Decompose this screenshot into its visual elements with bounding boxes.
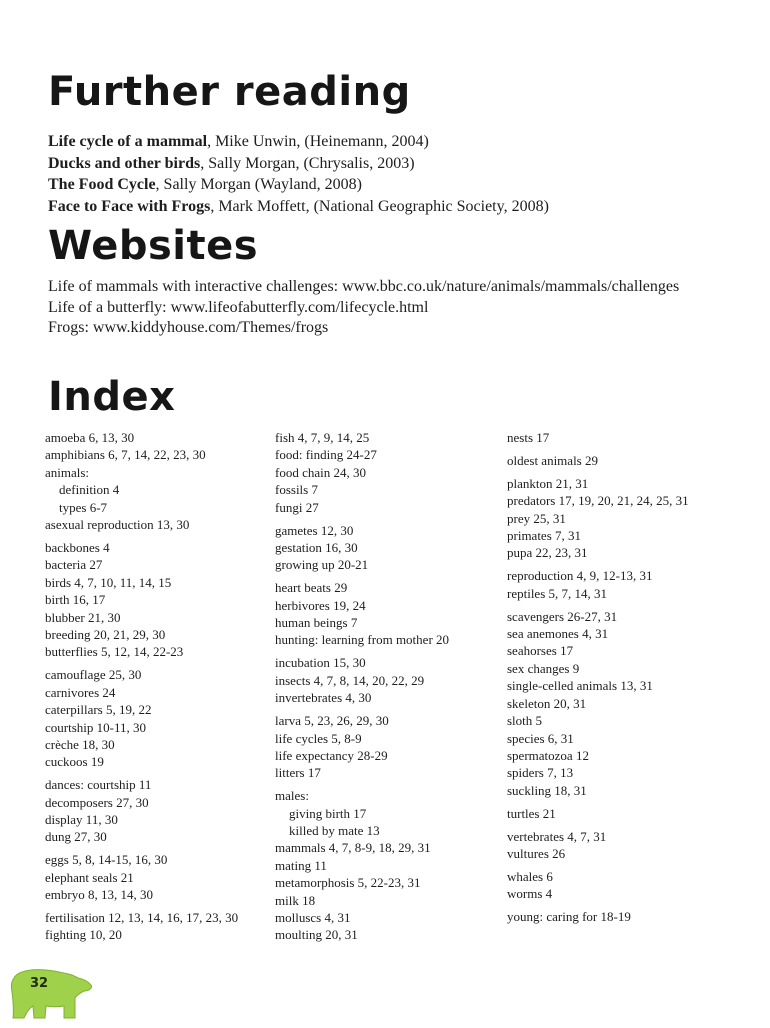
index-entry: amphibians 6, 7, 14, 22, 23, 30 [45, 447, 206, 463]
index-entry: life cycles 5, 8-9 [275, 730, 362, 746]
website-item: Frogs: www.kiddyhouse.com/Themes/frogs [48, 319, 329, 336]
index-entry: pupa 22, 23, 31 [507, 545, 588, 561]
index-entry: display 11, 30 [45, 812, 118, 828]
index-entry: single-celled animals 13, 31 [507, 678, 653, 694]
index-entry: turtles 21 [507, 805, 556, 821]
index-entry: human beings 7 [275, 615, 358, 631]
index-entry: food: finding 24-27 [275, 447, 377, 463]
index-entry: larva 5, 23, 26, 29, 30 [275, 713, 389, 729]
index-letter-group [507, 475, 737, 562]
index-entry: vultures 26 [507, 845, 566, 861]
index-entry: elephant seals 21 [45, 869, 134, 885]
index-entry: decomposers 27, 30 [45, 794, 149, 810]
index-entry: worms 4 [507, 886, 553, 902]
index-entry: fungi 27 [275, 499, 319, 515]
index-entry: blubber 21, 30 [45, 609, 121, 625]
index-entry: males: [275, 788, 309, 804]
index-entry: young: caring for 18-19 [507, 909, 631, 925]
index-entry: fossils 7 [275, 482, 318, 498]
index-entry: butterflies 5, 12, 14, 22-23 [45, 644, 184, 660]
website-item: Life of mammals with interactive challenges: www.bbc.co.uk/nature/animals/mammals/challenges [48, 278, 680, 295]
reading-details: , Mike Unwin, (Heinemann, 2004) [207, 133, 429, 150]
index-entry: bacteria 27 [45, 557, 103, 573]
index-entry: dances: courtship 11 [45, 777, 152, 793]
reading-details: , Sally Morgan (Wayland, 2008) [155, 176, 362, 193]
index-entry: embryo 8, 13, 14, 30 [45, 887, 153, 903]
index-subentry: killed by mate 13 [289, 823, 380, 839]
index-letter-group [45, 539, 260, 661]
index-entry: courtship 10-11, 30 [45, 719, 146, 735]
index-column-3 [507, 429, 737, 931]
reading-title: Face to Face with Frogs [48, 197, 211, 215]
index-entry: crèche 18, 30 [45, 736, 115, 752]
index-letter-group [275, 429, 490, 516]
reading-details: , Sally Morgan, (Chrysalis, 2003) [200, 154, 415, 172]
reading-details: , Mark Moffett, (National Geographic Society, 2008) [210, 197, 549, 215]
index-entry: species 6, 31 [507, 730, 574, 746]
index-entry: birds 4, 7, 10, 11, 14, 15 [45, 574, 172, 590]
index-entry: sloth 5 [507, 713, 543, 729]
reading-item [48, 131, 549, 153]
index-entry: gametes 12, 30 [275, 522, 354, 538]
index-entry: whales 6 [507, 868, 553, 884]
index-entry: reptiles 5, 7, 14, 31 [507, 585, 608, 601]
websites-list [48, 277, 679, 339]
index-entry: metamorphosis 5, 22-23, 31 [275, 875, 421, 891]
index-entry: growing up 20-21 [275, 557, 369, 573]
index-letter-group [507, 452, 737, 469]
index-entry: mammals 4, 7, 8-9, 18, 29, 31 [275, 840, 431, 856]
index-entry: oldest animals 29 [507, 452, 598, 468]
index-entry: animals: [45, 464, 90, 480]
index-entry: insects 4, 7, 8, 14, 20, 22, 29 [275, 672, 425, 688]
index-entry: skeleton 20, 31 [507, 695, 587, 711]
index-entry: plankton 21, 31 [507, 475, 589, 491]
index-letter-group [507, 608, 737, 799]
index-entry: caterpillars 5, 19, 22 [45, 702, 152, 718]
index-letter-group [507, 429, 737, 446]
index-column-2 [275, 429, 490, 949]
index-letter-group [275, 712, 490, 782]
reading-item [48, 196, 549, 218]
index-entry: hunting: learning from mother 20 [275, 632, 450, 648]
index-letter-group [45, 909, 260, 944]
index-letter-group [507, 868, 737, 903]
index-entry: vertebrates 4, 7, 31 [507, 828, 607, 844]
index-entry: primates 7, 31 [507, 528, 582, 544]
reading-item [48, 153, 549, 175]
index-letter-group [45, 666, 260, 770]
reading-item [48, 174, 549, 196]
index-entry: nests 17 [507, 430, 550, 445]
index-entry: camouflage 25, 30 [45, 667, 142, 683]
index-entry: mating 11 [275, 857, 327, 873]
index-entry: milk 18 [275, 892, 316, 908]
page-number: 32 [30, 976, 49, 991]
index-entry: herbivores 19, 24 [275, 597, 366, 613]
index-entry: seahorses 17 [507, 643, 574, 659]
index-entry: amoeba 6, 13, 30 [45, 430, 135, 445]
index-entry: fertilisation 12, 13, 14, 16, 17, 23, 30 [45, 910, 239, 926]
index-entry: scavengers 26-27, 31 [507, 608, 618, 624]
index-entry: dung 27, 30 [45, 829, 107, 845]
index-entry: life expectancy 28-29 [275, 747, 388, 763]
index-letter-group [507, 567, 737, 602]
reading-title: Life cycle of a mammal [48, 133, 208, 150]
index-subentry: giving birth 17 [289, 805, 367, 821]
index-subentry: definition 4 [59, 482, 120, 498]
website-item: Life of a butterfly: www.lifeofabutterfly.com/lifecycle.html [48, 298, 429, 316]
index-letter-group [45, 851, 260, 903]
index-entry: molluscs 4, 31 [275, 910, 351, 926]
index-entry: asexual reproduction 13, 30 [45, 517, 190, 533]
index-letter-group [507, 908, 737, 925]
index-entry: gestation 16, 30 [275, 539, 358, 555]
index-entry: reproduction 4, 9, 12-13, 31 [507, 568, 653, 584]
index-column-1 [45, 429, 260, 949]
index-entry: prey 25, 31 [507, 510, 566, 526]
index-entry: food chain 24, 30 [275, 464, 366, 480]
index-letter-group [275, 654, 490, 706]
further-reading-list [48, 131, 549, 217]
further-reading-heading: Further reading [48, 69, 411, 115]
index-entry: sea anemones 4, 31 [507, 626, 609, 642]
index-entry: eggs 5, 8, 14-15, 16, 30 [45, 852, 168, 868]
reading-title: Ducks and other birds [48, 154, 201, 172]
index-entry: moulting 20, 31 [275, 927, 358, 943]
index-entry: sex changes 9 [507, 660, 580, 676]
index-letter-group [45, 429, 260, 533]
index-letter-group [507, 828, 737, 863]
index-entry: predators 17, 19, 20, 21, 24, 25, 31 [507, 493, 689, 509]
reading-title: The Food Cycle [48, 176, 156, 193]
index-letter-group [275, 787, 490, 944]
page-number-badge [8, 962, 94, 1022]
index-letter-group [507, 805, 737, 822]
index-entry: breeding 20, 21, 29, 30 [45, 626, 166, 642]
index-entry: carnivores 24 [45, 684, 116, 700]
index-letter-group [275, 579, 490, 649]
index-entry: backbones 4 [45, 539, 110, 555]
index-entry: heart beats 29 [275, 580, 348, 596]
index-entry: litters 17 [275, 765, 321, 781]
index-heading: Index [48, 374, 176, 420]
index-entry: spermatozoa 12 [507, 747, 589, 763]
index-letter-group [275, 522, 490, 574]
index-entry: cuckoos 19 [45, 754, 104, 770]
index-entry: birth 16, 17 [45, 592, 106, 608]
index-entry: spiders 7, 13 [507, 765, 574, 781]
index-entry: fighting 10, 20 [45, 927, 122, 943]
polar-bear-silhouette-icon [8, 962, 94, 1022]
websites-heading: Websites [48, 223, 259, 269]
index-entry: suckling 18, 31 [507, 782, 587, 798]
index-entry: fish 4, 7, 9, 14, 25 [275, 430, 370, 445]
index-entry: incubation 15, 30 [275, 655, 366, 671]
index-letter-group [45, 776, 260, 846]
index-entry: invertebrates 4, 30 [275, 690, 372, 706]
index-subentry: types 6-7 [59, 499, 108, 515]
